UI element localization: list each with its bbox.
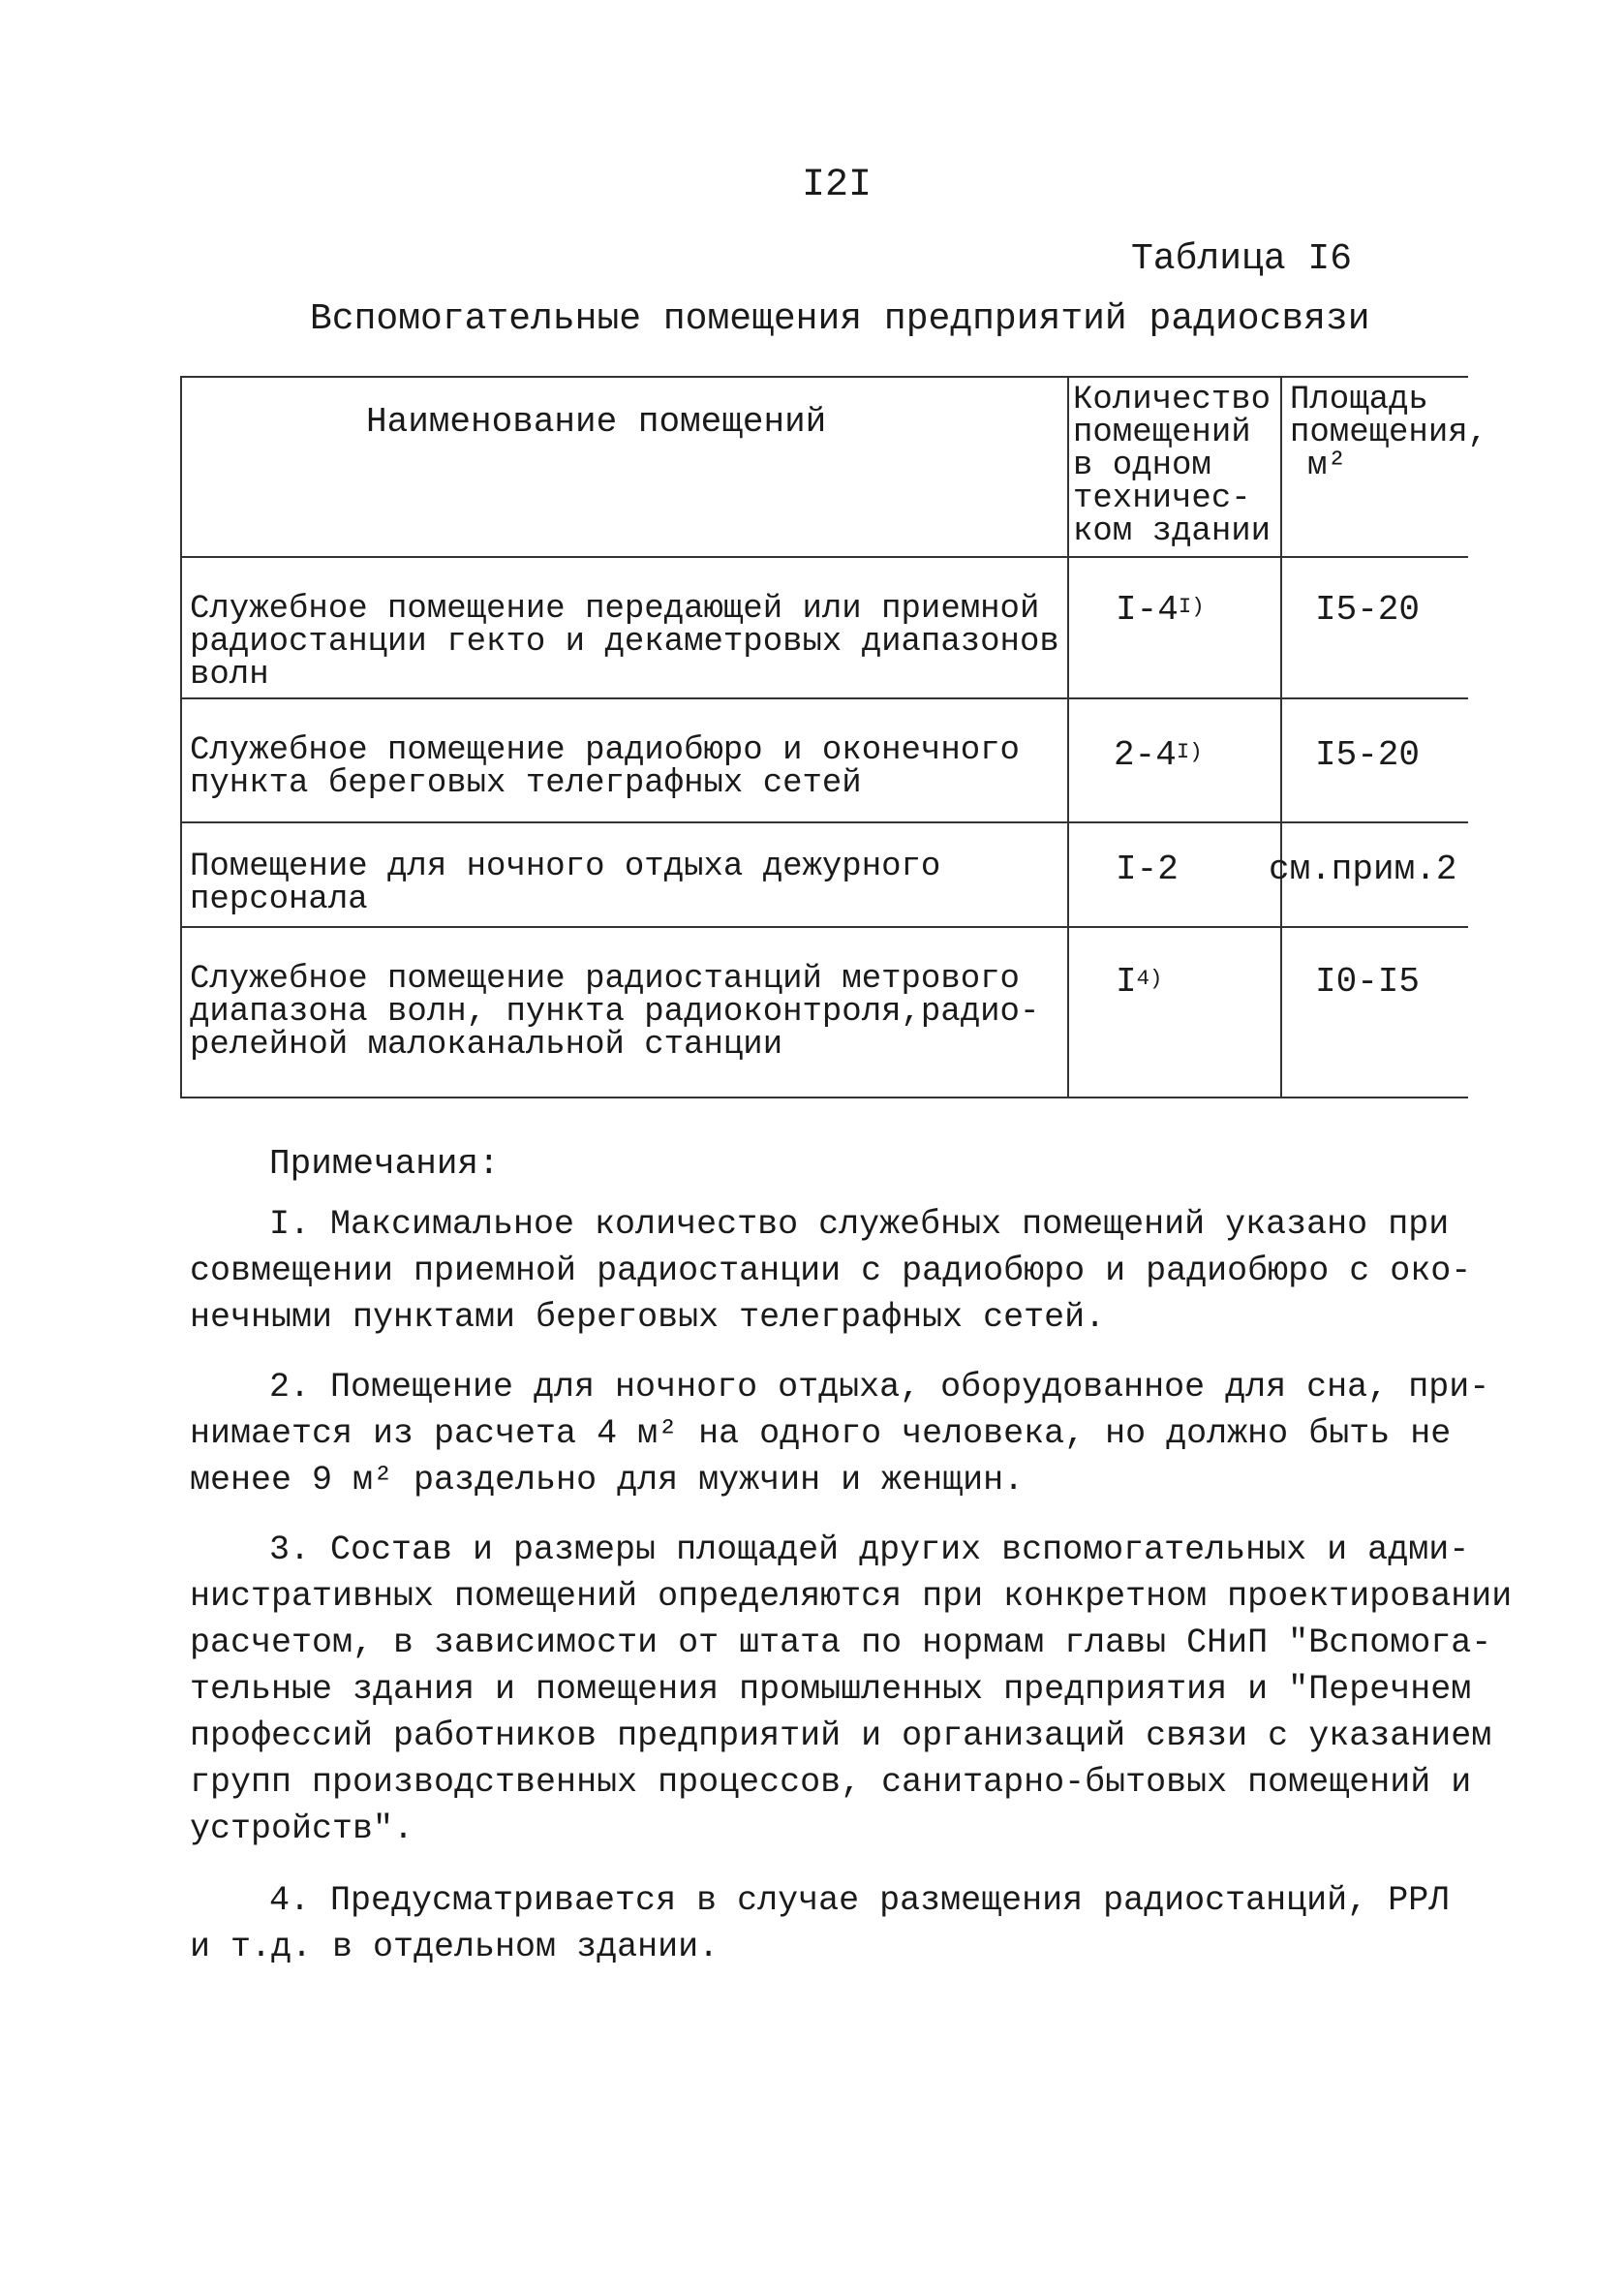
note-4 <box>190 1877 1478 1970</box>
row-1-name <box>190 593 1059 692</box>
note-line: и т.д. в отдельном здании. <box>190 1928 720 1966</box>
row-name-line: Служебное помещение радиобюро и оконечного <box>190 732 1020 769</box>
row-count-value: I-4 <box>1116 590 1179 630</box>
row-name-line: Помещение для ночного отдыха дежурного <box>190 849 941 885</box>
note-line: профессий работников предприятий и организаций связи с указанием <box>190 1716 1492 1755</box>
row-divider-1 <box>180 697 1468 699</box>
row-divider-3 <box>180 926 1468 928</box>
row-4-area: I0-I5 <box>1315 962 1421 1002</box>
header-area <box>1290 384 1487 482</box>
header-count-line: техничес- <box>1073 480 1251 517</box>
row-name-line: релейной малоканальной станции <box>190 1027 783 1064</box>
note-line: групп производственных процессов, санитарно-бытовых помещений и <box>190 1763 1472 1802</box>
table-border-top <box>180 376 1468 378</box>
header-area-line: Площадь <box>1290 382 1428 418</box>
table-border-left <box>180 376 182 1098</box>
row-name-line: диапазона волн, пункта радиоконтроля,радио- <box>190 994 1040 1031</box>
notes-heading: Примечания: <box>269 1144 500 1184</box>
row-4-count <box>1116 959 1162 1005</box>
note-2 <box>190 1364 1490 1503</box>
row-name-line: Служебное помещение передающей или приемной <box>190 591 1040 628</box>
row-4-name <box>190 963 1039 1062</box>
table-label: Таблица I6 <box>1131 238 1353 280</box>
note-line: I. Максимальное количество служебных помещений указано при <box>269 1205 1450 1244</box>
row-1-area: I5-20 <box>1315 590 1421 630</box>
row-count-footnote: I) <box>1178 593 1205 619</box>
note-line: совмещении приемной радиостанции с радиобюро и радиобюро с око- <box>190 1252 1472 1290</box>
row-count-value: 2-4 <box>1114 735 1177 775</box>
row-count-footnote: I) <box>1176 738 1203 764</box>
table-border-bottom <box>180 1097 1468 1098</box>
row-count-value: I-2 <box>1116 850 1179 889</box>
header-count-line: в одном <box>1073 448 1211 484</box>
row-count-value: I <box>1116 962 1137 1002</box>
table-title: Вспомогательные помещения предприятий радиосвязи <box>310 298 1370 340</box>
row-2-name <box>190 734 1020 800</box>
row-3-count <box>1116 847 1179 893</box>
page-number: I2I <box>802 164 873 207</box>
header-area-line: помещения, <box>1290 415 1488 451</box>
note-line: устройств". <box>190 1809 414 1848</box>
note-line: 3. Состав и размеры площадей других вспомогательных и адми- <box>269 1530 1470 1569</box>
note-line: расчетом, в зависимости от штата по нормам главы СНиП "Вспомога- <box>190 1623 1492 1662</box>
header-divider <box>180 556 1468 558</box>
column-divider-1 <box>1067 376 1069 1098</box>
note-line: нимается из расчета 4 м² на одного человека, но должно быть не <box>190 1414 1452 1453</box>
note-line: менее 9 м² раздельно для мужчин и женщин. <box>190 1461 1025 1500</box>
row-2-area: I5-20 <box>1315 735 1421 775</box>
header-count-line: ком здании <box>1073 513 1272 550</box>
row-name-line: Служебное помещение радиостанций метрового <box>190 961 1020 998</box>
note-line: нечными пунктами береговых телеграфных сетей. <box>190 1298 1106 1337</box>
row-2-count <box>1114 732 1203 779</box>
row-name-line: персонала <box>190 881 368 918</box>
note-line: нистративных помещений определяются при конкретном проектировании <box>190 1577 1513 1616</box>
row-name-line: радиостанции гекто и декаметровых диапазонов <box>190 624 1059 661</box>
row-1-count <box>1116 587 1205 634</box>
row-divider-2 <box>180 821 1468 823</box>
note-line: 4. Предусматривается в случае размещения радиостанций, РРЛ <box>269 1881 1450 1920</box>
note-line: 2. Помещение для ночного отдыха, оборудованное для сна, при- <box>269 1368 1490 1407</box>
column-divider-2 <box>1280 376 1282 1098</box>
row-name-line: волн <box>190 657 269 694</box>
header-area-line: м² <box>1307 448 1347 484</box>
header-count-line: помещений <box>1073 415 1251 451</box>
header-name: Наименование помещений <box>366 402 827 442</box>
row-3-name <box>190 850 940 916</box>
header-count <box>1073 384 1271 548</box>
row-3-area: см.прим.2 <box>1269 850 1457 889</box>
note-3 <box>190 1527 1513 1852</box>
header-count-line: Количество <box>1073 382 1272 418</box>
note-1 <box>190 1201 1478 1341</box>
row-count-footnote: 4) <box>1136 965 1163 991</box>
note-line: тельные здания и помещения промышленных предприятия и "Перечнем <box>190 1670 1472 1709</box>
row-name-line: пункта береговых телеграфных сетей <box>190 765 862 802</box>
